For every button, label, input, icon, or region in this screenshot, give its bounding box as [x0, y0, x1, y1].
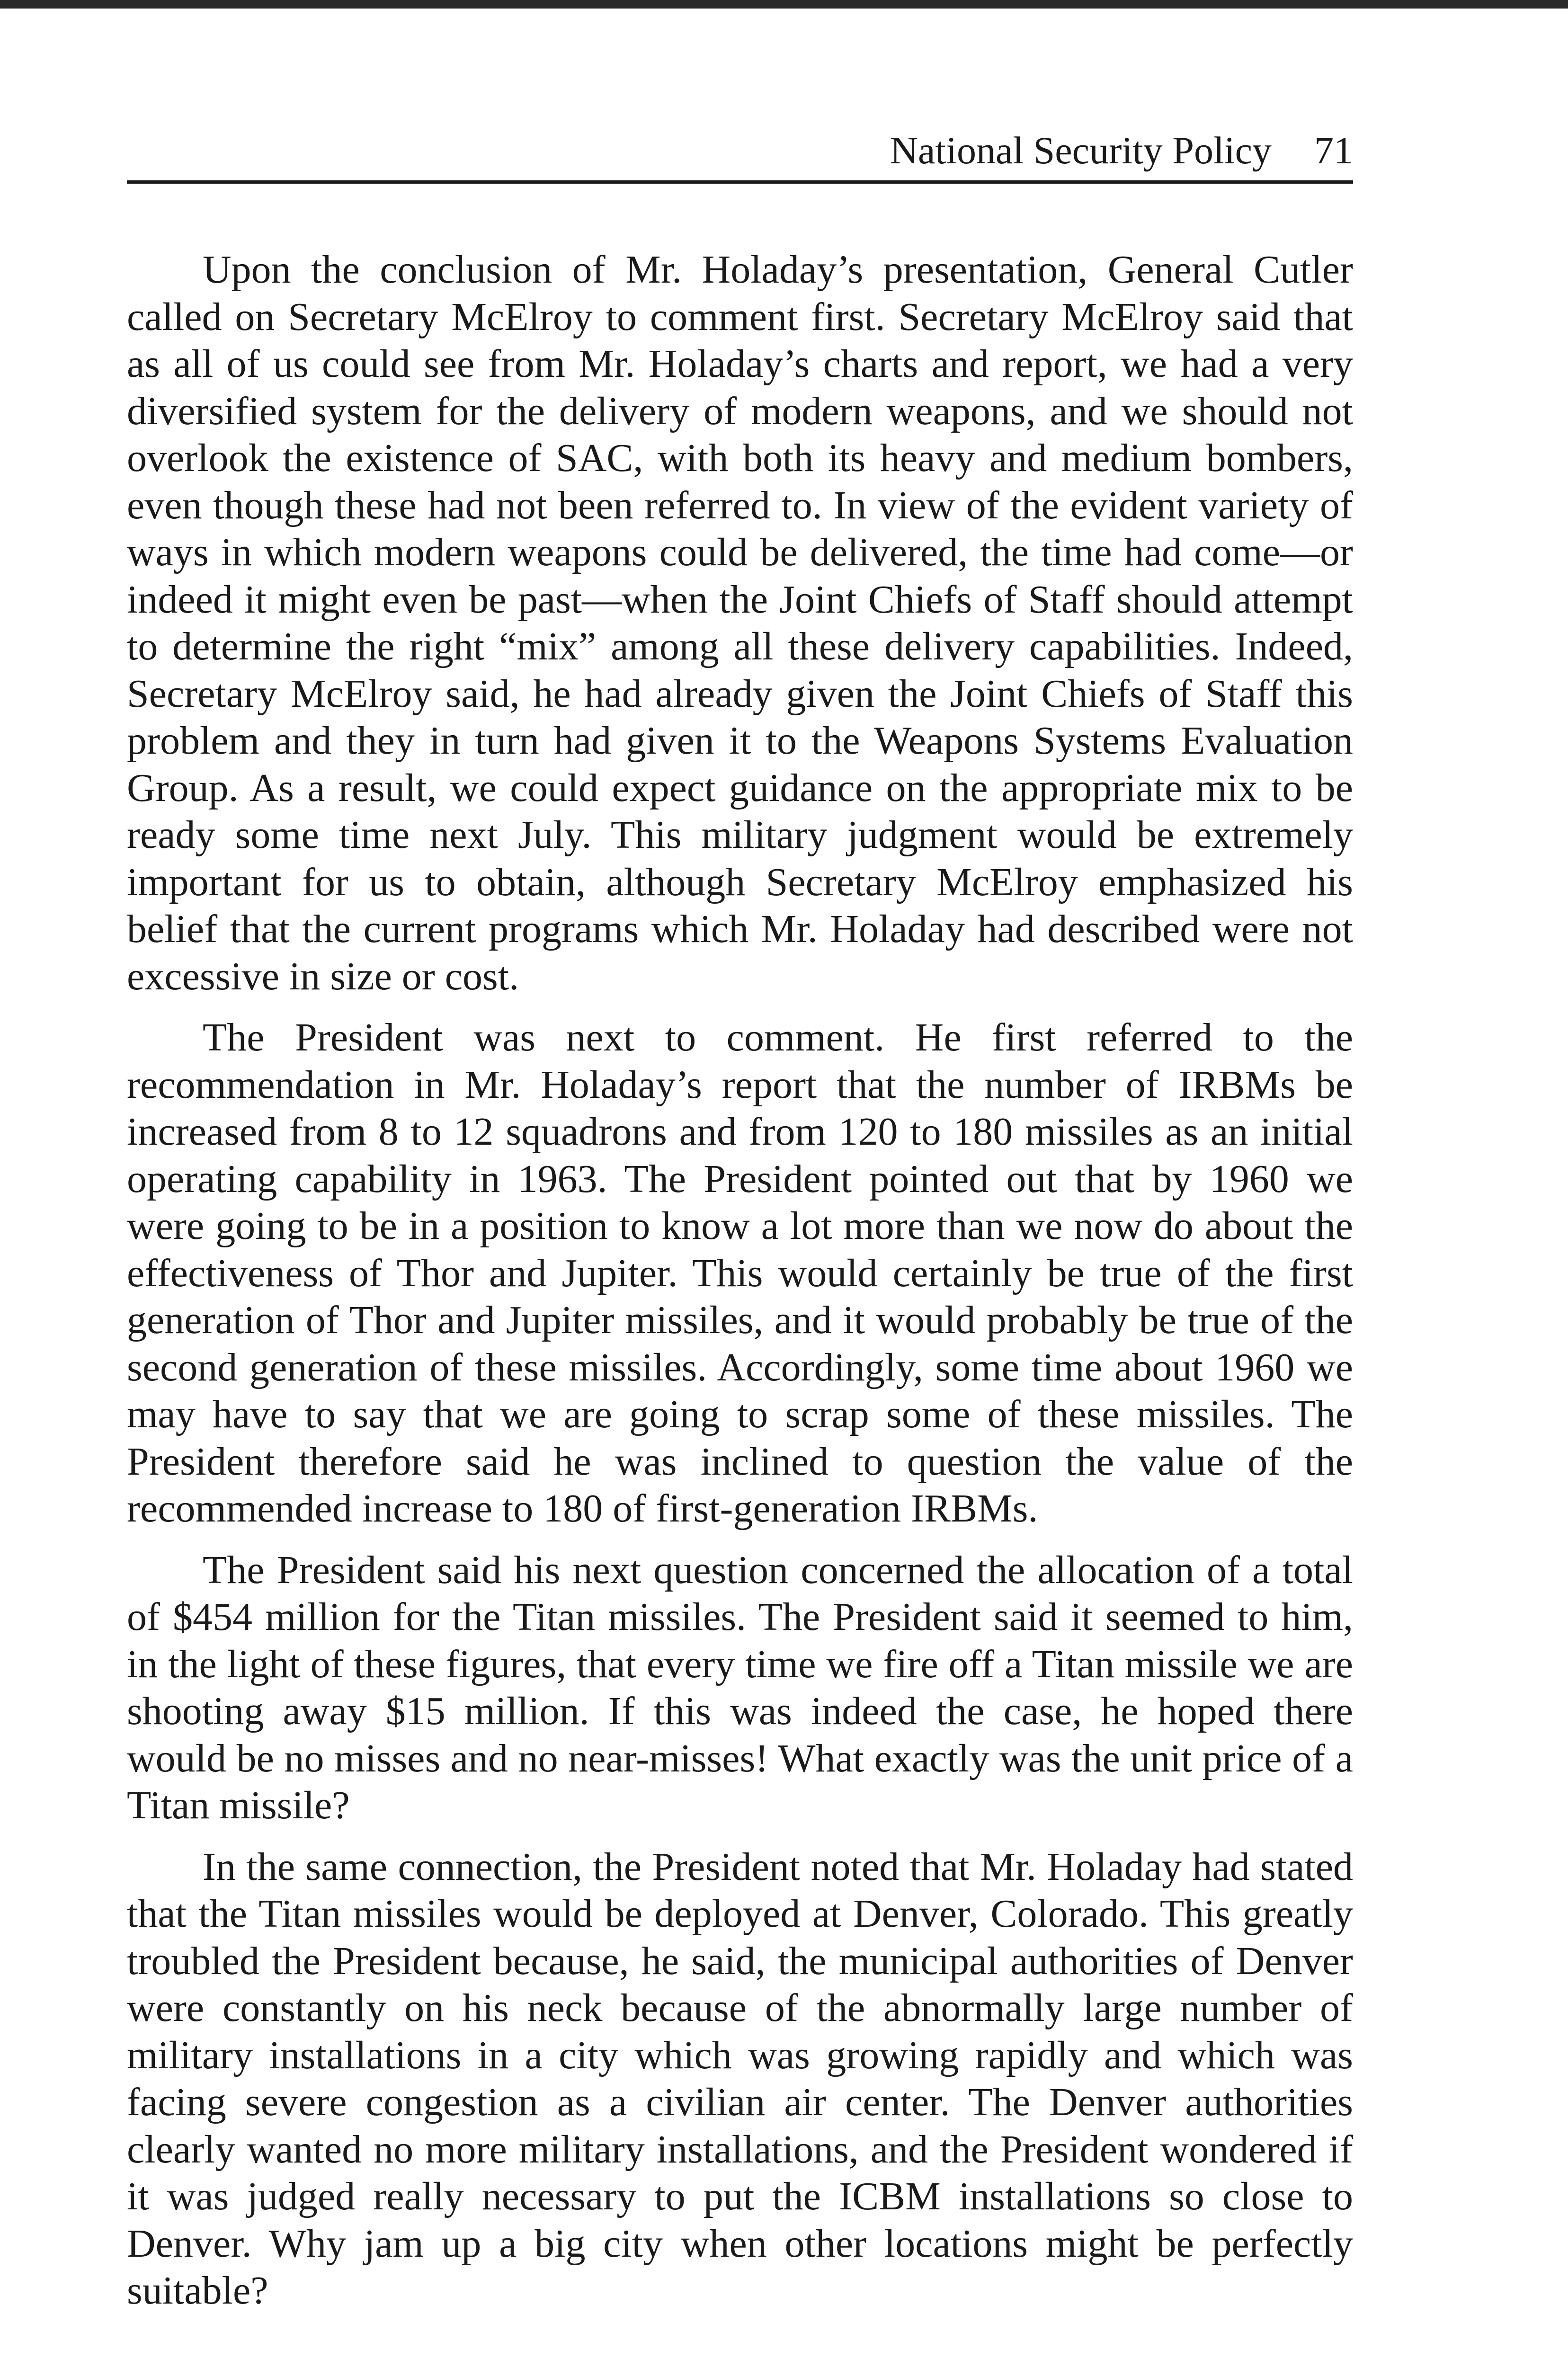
paragraph: The President was next to comment. He first referred to the recommendation in Mr. Holaday’s report that the number of IRBMs be increased from 8 to 12 squadrons and from 120 to 180 missiles as an initial operating capability in 1963. The President pointed out that by 1960 we were going to be in a position to know a lot more than we now do about the effectiveness of Thor and Jupiter. This would certainly be true of the first generation of Thor and Jupiter missiles, and it would probably be true of the second generation of these missiles. Accordingly, some time about 1960 we may have to say that we are going to scrap some of these missiles. The President therefore said he was inclined to question the value of the recommended increase to 180 of first-generation IRBMs. — [127, 1015, 1353, 1531]
body-text — [127, 246, 1353, 2367]
paragraph: In the same connection, the President noted that Mr. Holaday had stated that the Titan missiles would be deployed at Denver, Colorado. This greatly troubled the President because, he said, the municipal authorities of Denver were constantly on his neck because of the abnormally large number of military installations in a city which was growing rapidly and which was facing severe congestion as a civilian air center. The Denver authorities clearly wanted no more military installations, and the President wondered if it was judged really necessary to put the ICBM installations so close to Denver. Why jam up a big city when other locations might be perfectly suitable? — [127, 1844, 1353, 2313]
running-head-title: National Security Policy — [890, 129, 1272, 172]
page-number: 71 — [1314, 129, 1353, 172]
running-head — [127, 127, 1353, 184]
scan-edge — [0, 0, 1568, 9]
paragraph: The President said his next question concerned the allocation of a total of $454 million for the Titan missiles. The President said it seemed to him, in the light of these figures, that every time we fire off a Titan missile we are shooting away $15 million. If this was indeed the case, he hoped there would be no misses and no near-misses! What exactly was the unit price of a Titan missile? — [127, 1548, 1353, 1827]
paragraph: Upon the conclusion of Mr. Holaday’s presentation, General Cutler called on Secretary McElroy to comment first. Secretary McElroy said that as all of us could see from Mr. Holaday’s charts and report, we had a very diversified system for the delivery of modern weapons, and we should not overlook the existence of SAC, with both its heavy and medium bombers, even though these had not been referred to. In view of the evident variety of ways in which modern weapons could be delivered, the time had come—or indeed it might even be past—when the Joint Chiefs of Staff should attempt to determine the right “mix” among all these delivery capabilities. Indeed, Secretary McElroy said, he had already given the Joint Chiefs of Staff this problem and they in turn had given it to the Weapons Systems Evaluation Group. As a result, we could expect guidance on the appropriate mix to be ready some time next July. This military judgment would be extremely important for us to obtain, although Secretary McElroy emphasized his belief that the current programs which Mr. Holaday had described were not excessive in size or cost. — [127, 248, 1353, 998]
